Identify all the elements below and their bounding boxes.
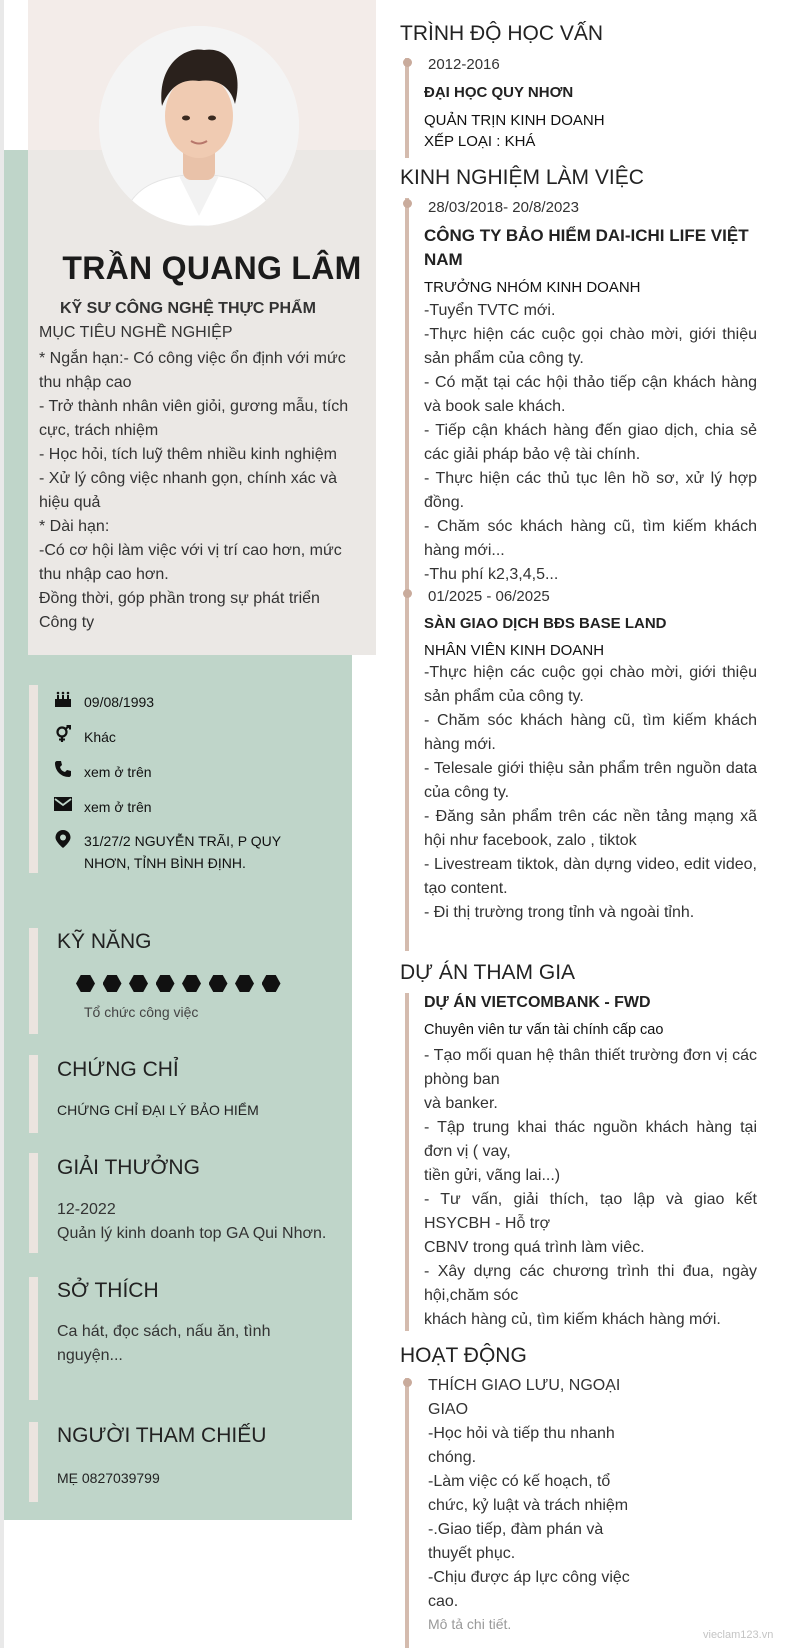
education-timeline [405, 58, 409, 158]
activities-description [428, 1374, 638, 1614]
activities-line: thuyết phục. [428, 1545, 516, 1562]
references-section-bar [29, 1422, 38, 1502]
objective-line: * Ngắn hạn:- Có công việc ổn định với mức [39, 350, 346, 367]
job-description-line: - Thực hiện các thủ tục lên hồ sơ, xử lý hợp đồng. [424, 470, 757, 511]
address-text: 31/27/2 NGUYỄN TRÃI, P QUY NHƠN, TỈNH BÌNH ĐỊNH. [84, 833, 281, 871]
job-description [424, 661, 757, 925]
location-icon [54, 829, 72, 847]
cake-icon [54, 690, 72, 708]
phone-text: xem ở trên [84, 764, 152, 780]
objective-heading: MỤC TIÊU NGHỀ NGHIỆP [39, 324, 233, 341]
projects-heading: DỰ ÁN THAM GIA [400, 961, 576, 984]
contact-section-bar [29, 685, 38, 873]
hobbies-heading: SỞ THÍCH [57, 1279, 159, 1302]
job-description-line: - Tiếp cận khách hàng đến giao dịch, chia sẻ các giải pháp bảo vệ tài chính. [424, 422, 757, 463]
job-description-line: - Đăng sản phẩm trên các nền tảng mạng xã hội như facebook, zalo , tiktok [424, 808, 757, 849]
job-description-line: -Tuyển TVTC mới. [424, 302, 556, 319]
objective-line: thu nhập cao [39, 374, 132, 391]
objective-line: cực, trách nhiệm [39, 422, 159, 439]
skill-name: Tổ chức công việc [84, 1004, 199, 1020]
job-description-line: -Thực hiện các cuộc gọi chào mời, giới thiệu sản phẩm của công ty. [424, 326, 757, 367]
awards-heading: GIẢI THƯỞNG [57, 1156, 200, 1179]
awards-section-bar [29, 1153, 38, 1253]
timeline-dot [403, 58, 412, 67]
job-period: 28/03/2018- 20/8/2023 [428, 199, 579, 216]
job-company: SÀN GIAO DỊCH BĐS BASE LAND [424, 615, 667, 632]
birthday-text: 09/08/1993 [84, 694, 155, 710]
project-description-line: - Tư vấn, giải thích, tạo lập và giao kết HSYCBH - Hỗ trợ [424, 1191, 757, 1232]
objective-text [39, 347, 354, 635]
activities-heading: HOẠT ĐỘNG [400, 1344, 527, 1367]
activities-line: chức, kỷ luật và trách nhiệm [428, 1497, 629, 1514]
job-description-line: - Chăm sóc khách hàng cũ, tìm kiếm khách hàng mới... [424, 518, 757, 559]
education-major: QUẢN TRỊN KINH DOANH [424, 112, 605, 129]
activities-line: GIAO [428, 1401, 469, 1418]
job-description [424, 299, 757, 587]
project-description-line: - Tạo mối quan hệ thân thiết trường đơn vị các phòng ban [424, 1047, 757, 1088]
job-description-line: - Đi thị trường trong tỉnh và ngoài tỉnh. [424, 904, 695, 921]
certificates-heading: CHỨNG CHỈ [57, 1058, 179, 1081]
job-description-line: -Thực hiện các cuộc gọi chào mời, giới thiệu sản phẩm của công ty. [424, 664, 757, 705]
objective-line: -Có cơ hội làm việc với vị trí cao hơn, mức [39, 542, 342, 559]
project-role: Chuyên viên tư vấn tài chính cấp cao [424, 1022, 664, 1038]
objective-line: - Xử lý công việc nhanh gọn, chính xác và [39, 470, 337, 487]
objective-line: - Học hỏi, tích luỹ thêm nhiều kinh nghiệm [39, 446, 337, 463]
project-description [424, 1044, 757, 1332]
activities-line: THÍCH GIAO LƯU, NGOẠI [428, 1377, 621, 1394]
activities-detail-placeholder: Mô tả chi tiết. [428, 1616, 512, 1632]
activities-line: -Học hỏi và tiếp thu nhanh [428, 1425, 615, 1442]
objective-line: Đồng thời, góp phần trong sự phát triển [39, 590, 320, 607]
education-grade: XẾP LOẠI : KHÁ [424, 133, 536, 150]
hobbies-section-bar [29, 1277, 38, 1400]
objective-line: hiệu quả [39, 494, 101, 511]
phone-icon [54, 760, 72, 778]
skills-heading: KỸ NĂNG [57, 930, 152, 953]
references-heading: NGƯỜI THAM CHIẾU [57, 1424, 267, 1447]
experience-heading: KINH NGHIỆM LÀM VIỆC [400, 166, 644, 189]
hobbies-text: Ca hát, đọc sách, nấu ăn, tình nguyện... [57, 1323, 271, 1364]
project-description-line: khách hàng củ, tìm kiếm khách hàng mới. [424, 1311, 721, 1328]
objective-line: * Dài hạn: [39, 518, 110, 535]
project-description-line: và banker. [424, 1095, 498, 1112]
project-description-line: tiền gửi, vãng lai...) [424, 1167, 561, 1184]
job-description-line: -Thu phí k2,3,4,5... [424, 566, 559, 583]
objective-line: Công ty [39, 614, 95, 631]
email-text: xem ở trên [84, 799, 152, 815]
job-role: TRƯỞNG NHÓM KINH DOANH [424, 279, 641, 296]
timeline-dot [403, 589, 412, 598]
job-description-line: - Livestream tiktok, dàn dựng video, edit video, tạo content. [424, 856, 757, 897]
objective-line: thu nhập cao hơn. [39, 566, 169, 583]
project-description-line: CBNV trong quá trình làm viêc. [424, 1239, 645, 1256]
award-date: 12-2022 [57, 1201, 116, 1218]
candidate-name: TRẦN QUANG LÂM [62, 250, 362, 286]
education-period: 2012-2016 [428, 56, 500, 73]
job-description-line: - Chăm sóc khách hàng cũ, tìm kiếm khách hàng mới. [424, 712, 757, 753]
project-title: DỰ ÁN VIETCOMBANK - FWD [424, 994, 651, 1011]
activities-line: cao. [428, 1593, 459, 1610]
job-description-line: - Telesale giới thiệu sản phẩm trên nguồn data của công ty. [424, 760, 757, 801]
site-watermark: vieclam123.vn [703, 1629, 774, 1641]
avatar [99, 26, 299, 226]
gender-icon [54, 725, 72, 743]
timeline-dot [403, 199, 412, 208]
project-description-line: - Tập trung khai thác nguồn khách hàng tại đơn vị ( vay, [424, 1119, 757, 1160]
email-icon [54, 795, 72, 813]
experience-timeline [405, 198, 409, 951]
job-title: KỸ SƯ CÔNG NGHỆ THỰC PHẨM [60, 300, 316, 317]
skills-section-bar [29, 928, 38, 1034]
award-text: Quản lý kinh doanh top GA Qui Nhơn. [57, 1225, 327, 1242]
education-school: ĐẠI HỌC QUY NHƠN [424, 84, 574, 101]
activities-timeline [405, 1378, 409, 1648]
education-heading: TRÌNH ĐỘ HỌC VẤN [400, 22, 604, 45]
job-description-line: - Có mặt tại các hội thảo tiếp cận khách hàng và book sale khách. [424, 374, 757, 415]
activities-line: -.Giao tiếp, đàm phán và [428, 1521, 604, 1538]
objective-line: - Trở thành nhân viên giỏi, gương mẫu, tích [39, 398, 349, 415]
references-text: MẸ 0827039799 [57, 1470, 160, 1486]
timeline-dot [403, 1378, 412, 1387]
activities-line: -Chịu được áp lực công việc [428, 1569, 630, 1586]
job-role: NHÂN VIÊN KINH DOANH [424, 642, 605, 659]
project-description-line: - Xây dựng các chương trình thi đua, ngày hội,chăm sóc [424, 1263, 757, 1304]
activities-line: chóng. [428, 1449, 477, 1466]
certificate-item: CHỨNG CHỈ ĐẠI LÝ BẢO HIỂM [57, 1102, 259, 1118]
projects-timeline [405, 993, 409, 1331]
certificates-section-bar [29, 1055, 38, 1133]
job-period: 01/2025 - 06/2025 [428, 588, 550, 605]
job-company: CÔNG TY BẢO HIỂM DAI-ICHI LIFE VIỆT NAM [424, 226, 749, 269]
activities-line: -Làm việc có kế hoạch, tổ [428, 1473, 611, 1490]
gender-text: Khác [84, 729, 116, 745]
